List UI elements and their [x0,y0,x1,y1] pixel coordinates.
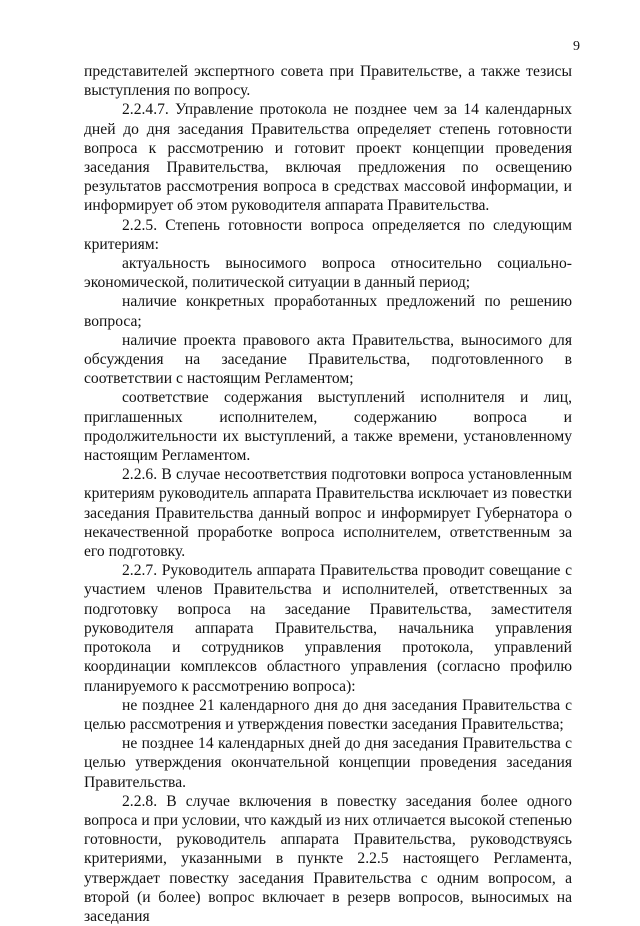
criterion-speech-content: соответствие содержания выступлений исполнителя и лиц, приглашенных исполнителем, содержанию вопроса и продолжительности их выступлений, а также времени, установленному настоящим Регламентом. [84,389,572,465]
paragraph-continuation: представителей экспертного совета при Правительстве, а также тезисы выступления по вопросу. [84,63,572,100]
criterion-legal-act-draft: наличие проекта правового акта Правительства, выносимого для обсуждения на заседание Правительства, подготовленного в соответствии с настоящим Регламентом; [84,331,572,388]
page-number: 9 [573,39,580,54]
paragraph-2-2-5: 2.2.5. Степень готовности вопроса определяется по следующим критериям: [84,216,572,253]
paragraph-2-2-7: 2.2.7. Руководитель аппарата Правительства проводит совещание с участием членов Правительства и исполнителей, ответственных за подготовку вопроса на заседание Правительства, заместителя руководителя аппарата Правительства, начальника управления протокола и сотрудников управления протокола, управлений координации комплексов областного управления (согласно профилю планируемого к рассмотрению вопроса): [84,562,572,695]
criterion-proposals: наличие конкретных проработанных предложений по решению вопроса; [84,293,572,330]
meeting-deadline-21-days: не позднее 21 календарного дня до дня заседания Правительства с целью рассмотрения и утверждения повестки заседания Правительства; [84,696,572,733]
meeting-deadline-14-days: не позднее 14 календарных дней до дня заседания Правительства с целью утверждения окончательной концепции проведения заседания Правительства. [84,735,572,791]
paragraph-2-2-6: 2.2.6. В случае несоответствия подготовки вопроса установленным критериям руководитель аппарата Правительства исключает из повестки заседания Правительства данный вопрос и информирует Губернатора о некачественной проработке вопроса исполнителем, ответственным за его подготовку. [84,466,572,561]
criterion-relevance: актуальность выносимого вопроса относительно социально-экономической, политической ситуации в данный период; [84,255,572,292]
document-body [84,62,572,926]
paragraph-2-2-8: 2.2.8. В случае включения в повестку заседания более одного вопроса и при условии, что каждый из них отличается высокой степенью готовности, руководитель аппарата Правительства, руководствуясь критериями, указанными в пункте 2.2.5 настоящего Регламента, утверждает повестку заседания Правительства с одним вопросом, а второй (и более) вопрос включает в резерв вопросов, выносимых на заседания [84,792,572,925]
paragraph-2-2-4-7: 2.2.4.7. Управление протокола не позднее чем за 14 календарных дней до дня заседания Правительства определяет степень готовности вопроса к рассмотрению и готовит проект концепции проведения заседания Правительства, включая предложения по освещению результатов рассмотрения вопроса в средствах массовой информации, и информирует об этом руководителя аппарата Правительства. [84,101,572,215]
